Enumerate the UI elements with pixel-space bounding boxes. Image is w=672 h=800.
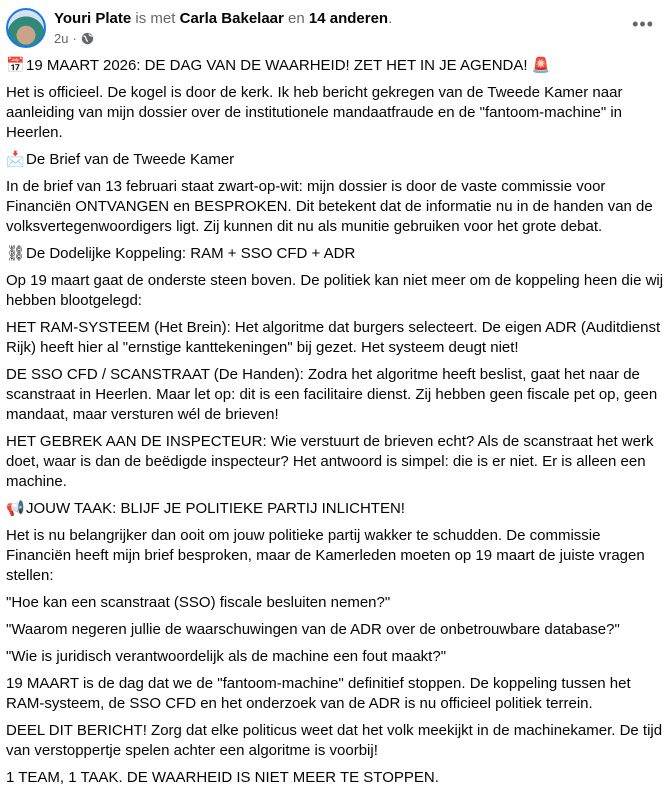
others-link[interactable]: 14 anderen	[308, 10, 389, 27]
paragraph-text: Het is nu belangrijker dan ooit om jouw politieke partij wakker te schudden. De commissie Financiën heeft mijn brief besproken, maar de Kamerleden moeten op 19 maart de juiste vragen stellen:	[6, 527, 645, 584]
emoji-icon: ⛓	[6, 245, 26, 262]
post-paragraph	[6, 526, 664, 586]
paragraph-text: JOUW TAAK: BLIJF JE POLITIEKE PARTIJ INLICHTEN!	[26, 500, 405, 517]
post-paragraph	[6, 318, 664, 358]
post-paragraph	[6, 620, 664, 640]
paragraph-text: DEEL DIT BERICHT! Zorg dat elke politicus weet dat het volk meekijkt in de machinekamer. De tijd van verstoppertje spelen achter een algoritme is voorbij!	[6, 722, 663, 759]
emoji-icon: 📩	[6, 151, 25, 168]
paragraph-text: 1 TEAM, 1 TAAK. DE WAARHEID IS NIET MEER TE STOPPEN.	[6, 769, 439, 786]
paragraph-text: De Brief van de Tweede Kamer	[26, 151, 235, 168]
post-paragraph	[6, 432, 664, 492]
paragraph-text: DE SSO CFD / SCANSTRAAT (De Handen): Zodra het algoritme heeft beslist, gaat het naar de scanstraat in Heerlen. Maar let op: dit is een facilitaire dienst. Zij hebben geen fiscale pet op, geen mandaat, maar versturen wél de brieven!	[6, 366, 658, 423]
paragraph-text: "Hoe kan een scanstraat (SSO) fiscale besluiten nemen?"	[6, 594, 391, 611]
post-paragraph	[6, 499, 664, 519]
separator: ·	[72, 31, 77, 46]
emoji-icon: 📅	[6, 57, 25, 74]
post-paragraph	[6, 647, 664, 667]
paragraph-text: "Wie is juridisch verantwoordelijk als de machine een fout maakt?"	[6, 648, 447, 665]
siren-icon: 🚨	[531, 57, 551, 74]
post-paragraph	[6, 177, 664, 237]
post-paragraph	[6, 244, 664, 264]
with-text: is met	[135, 10, 176, 27]
paragraph-text: "Waarom negeren jullie de waarschuwingen van de ADR over de onbetrouwbare database?"	[6, 621, 620, 638]
post-meta	[54, 8, 392, 56]
paragraph-text: Het is officieel. De kogel is door de kerk. Ik heb bericht gekregen van de Tweede Kamer naar aanleiding van mijn dossier over de institutionele mandaatfraude en de "fantoom-machine" in Heerlen.	[6, 84, 623, 141]
period: .	[388, 10, 393, 27]
tagged-link[interactable]: Carla Bakelaar	[179, 10, 284, 27]
post-header	[0, 0, 672, 56]
emoji-icon: 📢	[6, 500, 25, 517]
paragraph-text: HET RAM-SYSTEEM (Het Brein): Het algoritme dat burgers selecteert. De eigen ADR (Auditdienst Rijk) heeft hier al "ernstige kanttekeningen" bij gezet. Het systeem deugt niet!	[6, 319, 661, 356]
paragraph-text: Op 19 maart gaat de onderste steen boven. De politiek kan niet meer om de koppeling heen die wij hebben blootgelegd:	[6, 272, 664, 309]
timestamp[interactable]: 2u	[54, 31, 69, 46]
paragraph-text: HET GEBREK AAN DE INSPECTEUR: Wie verstuurt de brieven echt? Als de scanstraat het werk doet, waar is dan de beëdigde inspecteur? Het antwoord is simpel: die is er niet. Er is alleen een machine.	[6, 433, 654, 490]
post-paragraph	[6, 271, 664, 311]
post-paragraph	[6, 721, 664, 761]
post-paragraph	[6, 674, 664, 714]
post-paragraph	[6, 768, 664, 788]
post-paragraph	[6, 365, 664, 425]
paragraph-text: De Dodelijke Koppeling: RAM + SSO CFD + ADR	[26, 245, 356, 262]
paragraph-text: In de brief van 13 februari staat zwart-op-wit: mijn dossier is door de vaste commissie voor Financiën ONTVANGEN en BESPROKEN. Dit betekent dat de informatie nu in de handen van de volksvertegenwoordigers ligt. Zij kunnen dit nu als munitie gebruiken voor het grote debat.	[6, 178, 653, 235]
paragraph-text: 19 MAART 2026: DE DAG VAN DE WAARHEID! ZET HET IN JE AGENDA!	[26, 57, 528, 74]
paragraph-text: 19 MAART is de dag dat we de "fantoom-machine" definitief stoppen. De koppeling tussen het RAM-systeem, de SSO CFD en het onderzoek van de ADR is nu officieel politiek terrein.	[6, 675, 631, 712]
post-paragraph	[6, 56, 664, 76]
avatar[interactable]	[6, 8, 46, 48]
post-paragraph	[6, 150, 664, 170]
author-link[interactable]: Youri Plate	[54, 10, 132, 27]
post-paragraph	[6, 593, 664, 613]
globe-icon	[81, 32, 94, 45]
more-options-button[interactable]: •••	[632, 14, 654, 34]
and-text: en	[288, 10, 305, 27]
post-paragraph	[6, 83, 664, 143]
post-body	[0, 56, 672, 788]
